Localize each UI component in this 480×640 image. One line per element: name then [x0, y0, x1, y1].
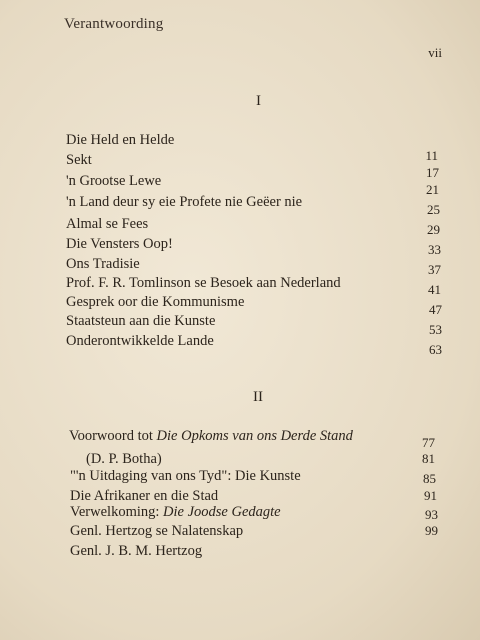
toc-entry-title-italic: Die Joodse Gedagte [163, 504, 281, 520]
toc-entry [0, 427, 480, 450]
toc-entry [0, 522, 480, 542]
toc-entry-title-text: Verwelkoming: [70, 504, 164, 520]
toc-entry-page: 81 [422, 451, 435, 466]
toc-entry [0, 341, 480, 361]
toc-entry [0, 301, 480, 329]
toc-entry-title: "'n Uitdaging van ons Tyd": Die Kunste [70, 468, 301, 484]
toc-entry-title-italic: Die Opkoms van ons Derde Stand [156, 428, 353, 444]
section-numeral: I [256, 93, 261, 109]
toc-entry-title [69, 427, 353, 445]
toc-entry-page: 33 [428, 242, 441, 257]
toc-entry-title: Die Afrikaner en die Stad [70, 488, 219, 504]
toc-entry-title: Prof. F. R. Tomlinson se Besoek aan Nederland [66, 275, 341, 291]
toc-entry-page: 53 [429, 322, 442, 337]
toc-entry-page: 77 [422, 435, 435, 450]
toc-entry-title: Die Vensters Oop! [66, 236, 173, 252]
toc-entry-title: Almal se Fees [66, 216, 149, 232]
toc-entry [0, 321, 480, 349]
toc-entry-page: 99 [425, 523, 438, 538]
toc-entry-page: 29 [427, 222, 440, 237]
toc-entry-title: Ons Tradisie [66, 256, 140, 272]
toc-entry-page: 25 [427, 202, 440, 217]
toc-entry-page: 37 [428, 262, 441, 277]
toc-entry-title: Sekt [66, 152, 92, 168]
toc-entry-page: 85 [423, 471, 436, 486]
toc-entry-page: 93 [425, 507, 438, 522]
toc-entry-title: Genl. J. B. M. Hertzog [70, 543, 203, 559]
toc-entry-title: 'n Grootse Lewe [66, 173, 162, 189]
toc-entry-title: (D. P. Botha) [86, 451, 162, 467]
toc-entry-title: Onderontwikkelde Lande [66, 333, 214, 349]
toc-entry-title: Staatsteun aan die Kunste [66, 313, 216, 329]
toc-entry-page: 11 [425, 148, 438, 163]
toc-entry [0, 542, 480, 562]
toc-entry [0, 503, 480, 523]
toc-entry-title [70, 503, 281, 521]
toc-entry-title: Die Held en Helde [66, 132, 175, 148]
toc-entry-page: 41 [428, 282, 441, 297]
toc-entry-page: 21 [426, 182, 439, 197]
roman-page-number: vii [428, 45, 442, 60]
toc-entry-title-text: Voorwoord tot [69, 428, 157, 444]
toc-entry-page: 63 [429, 342, 442, 357]
toc-entry-page: 47 [429, 302, 442, 317]
section-numeral: II [253, 389, 263, 405]
toc-entry-title: Gesprek oor die Kommunisme [66, 294, 245, 310]
toc-entry [0, 467, 480, 487]
toc-entry-page: 91 [424, 488, 437, 503]
toc-entry-title: 'n Land deur sy eie Profete nie Geëer nie [66, 194, 303, 210]
toc-entry-page: 17 [426, 165, 439, 180]
running-title: Verantwoording [64, 16, 164, 32]
toc-entry-title: Genl. Hertzog se Nalatenskap [70, 523, 244, 539]
